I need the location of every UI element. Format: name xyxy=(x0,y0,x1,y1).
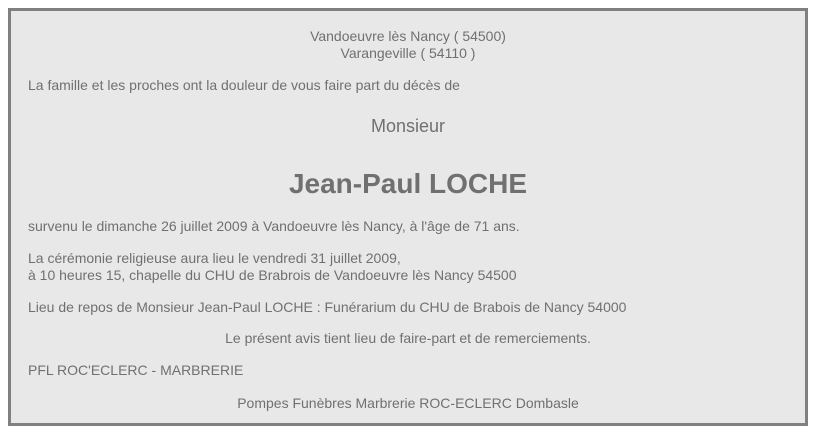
death-info: survenu le dimanche 26 juillet 2009 à Vandoeuvre lès Nancy, à l'âge de 71 ans. xyxy=(28,218,520,234)
ceremony-line-1: La cérémonie religieuse aura lieu le vendredi 31 juillet 2009, xyxy=(28,250,401,266)
deceased-name: Jean-Paul LOCHE xyxy=(288,168,528,199)
rest-place: Lieu de repos de Monsieur Jean-Paul LOCHE : Funérarium du CHU de Brabois de Nancy 54000 xyxy=(28,299,627,315)
ceremony-line-2: à 10 heures 15, chapelle du CHU de Brabrois de Vandoeuvre lès Nancy 54500 xyxy=(28,267,517,283)
signature: Pompes Funèbres Marbrerie ROC-ECLERC Dombasle xyxy=(237,395,579,411)
location-line-2: Varangeville ( 54110 ) xyxy=(340,45,476,61)
funeral-company: PFL ROC'ECLERC - MARBRERIE xyxy=(28,362,244,378)
death-notice xyxy=(8,8,808,426)
location-line-1: Vandoeuvre lès Nancy ( 54500) xyxy=(310,28,506,44)
acknowledgement: Le présent avis tient lieu de faire-part et de remerciements. xyxy=(225,330,591,346)
civility: Monsieur xyxy=(370,116,446,136)
intro-text: La famille et les proches ont la douleur de vous faire part du décès de xyxy=(28,77,460,93)
